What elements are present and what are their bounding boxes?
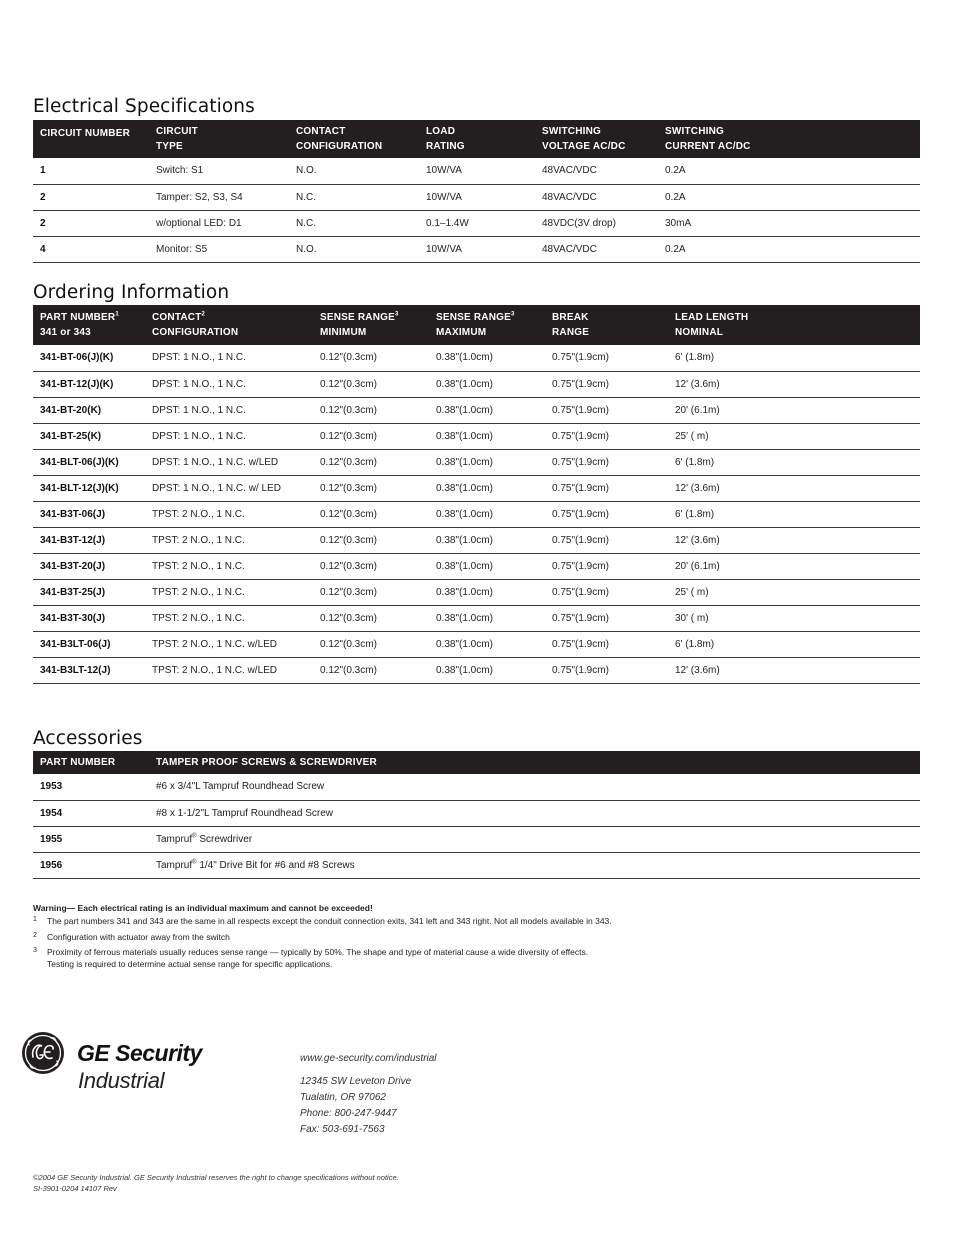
table-cell: 30' ( m) — [668, 605, 920, 631]
table-cell: Switch: S1 — [149, 158, 289, 184]
part-number-cell: 1954 — [33, 800, 149, 826]
table-cell: Monitor: S5 — [149, 236, 289, 262]
footnote — [33, 932, 913, 944]
table-cell: 0.12"(0.3cm) — [313, 449, 429, 475]
table-cell: 0.75"(1.9cm) — [545, 605, 668, 631]
footnote-text: Testing is required to determine actual sense range for specific applications. — [47, 958, 333, 969]
table-cell: 0.12"(0.3cm) — [313, 605, 429, 631]
electrical-specifications-title: Electrical Specifications — [33, 96, 255, 117]
table-cell: 0.2A — [658, 184, 920, 210]
table-cell: 20' (6.1m) — [668, 553, 920, 579]
table-cell: 6' (1.8m) — [668, 501, 920, 527]
table-cell: 48VDC(3V drop) — [535, 210, 658, 236]
footnote-text: Configuration with actuator away from the switch — [47, 931, 230, 942]
table-cell: TPST: 2 N.O., 1 N.C. — [145, 579, 313, 605]
header-text — [552, 310, 668, 325]
table-cell: 0.75"(1.9cm) — [545, 345, 668, 371]
header-text: MAXIMUM — [436, 327, 487, 338]
table-row — [33, 423, 920, 449]
table-cell: DPST: 1 N.O., 1 N.C. w/LED — [145, 449, 313, 475]
table-cell: 0.75"(1.9cm) — [545, 527, 668, 553]
part-number-cell: 341-B3T-20(J) — [33, 553, 145, 579]
brand-name: GE Security — [77, 1040, 202, 1066]
table-row — [33, 527, 920, 553]
header-text: NOMINAL — [675, 327, 724, 338]
table-cell: 6' (1.8m) — [668, 345, 920, 371]
table-header-row — [33, 120, 920, 158]
copyright-text: ©2004 GE Security Industrial. GE Security Industrial reserves the right to change specifications without notice. — [33, 1173, 399, 1182]
footnote-marker: 2 — [201, 311, 206, 318]
header-text: 341 or 343 — [40, 327, 91, 338]
table-cell: 2 — [33, 184, 149, 210]
header-text: CONFIGURATION — [152, 327, 239, 338]
header-text: CONFIGURATION — [296, 141, 383, 152]
table-cell: DPST: 1 N.O., 1 N.C. w/ LED — [145, 475, 313, 501]
table-row — [33, 553, 920, 579]
table-row — [33, 631, 920, 657]
phone-number: Phone: 800-247-9447 — [300, 1108, 397, 1119]
table-cell: 12' (3.6m) — [668, 371, 920, 397]
table-row — [33, 852, 920, 878]
table-cell: 12' (3.6m) — [668, 475, 920, 501]
brand-division: Industrial — [78, 1068, 165, 1093]
table-cell: 0.75"(1.9cm) — [545, 501, 668, 527]
table-header-row — [33, 305, 920, 345]
description-text: Tampruf — [156, 859, 193, 871]
description-cell — [149, 826, 920, 852]
fax-number: Fax: 503-691-7563 — [300, 1124, 385, 1135]
header-text: SWITCHING — [665, 126, 725, 137]
header-text: CURRENT AC/DC — [665, 141, 751, 152]
contact-block — [300, 1051, 437, 1138]
table-cell: 0.38"(1.0cm) — [429, 371, 545, 397]
header-text: CONTACT — [296, 126, 346, 137]
table-row — [33, 657, 920, 683]
header-text: LOAD — [426, 126, 456, 137]
part-number-cell: 341-BT-25(K) — [33, 423, 145, 449]
table-cell: 0.38"(1.0cm) — [429, 553, 545, 579]
table-row — [33, 800, 920, 826]
table-cell: 48VAC/VDC — [535, 236, 658, 262]
description-text: #8 x 1-1/2"L Tampruf Roundhead Screw — [156, 807, 333, 819]
table-cell: 0.38"(1.0cm) — [429, 657, 545, 683]
part-number-cell: 341-B3T-06(J) — [33, 501, 145, 527]
description-cell — [149, 800, 920, 826]
table-header-row — [33, 751, 920, 774]
table-cell: 0.75"(1.9cm) — [545, 449, 668, 475]
column-header — [658, 120, 920, 158]
table-cell: 10W/VA — [419, 158, 535, 184]
table-cell: 0.38"(1.0cm) — [429, 475, 545, 501]
table-cell: 0.12"(0.3cm) — [313, 397, 429, 423]
column-header — [429, 305, 545, 345]
table-cell: 0.75"(1.9cm) — [545, 631, 668, 657]
table-cell: 30mA — [658, 210, 920, 236]
footnotes — [33, 903, 913, 974]
header-text — [320, 310, 429, 325]
table-cell: 1 — [33, 158, 149, 184]
header-label: CONTACT — [152, 312, 202, 323]
header-label: LEAD LENGTH — [675, 312, 749, 323]
table-cell: 0.12"(0.3cm) — [313, 553, 429, 579]
part-number-cell: 1956 — [33, 852, 149, 878]
table-cell: N.O. — [289, 158, 419, 184]
part-number-cell: 341-B3LT-06(J) — [33, 631, 145, 657]
table-row — [33, 579, 920, 605]
table-cell: w/optional LED: D1 — [149, 210, 289, 236]
column-header — [145, 305, 313, 345]
column-header — [149, 120, 289, 158]
table-cell: TPST: 2 N.O., 1 N.C. — [145, 527, 313, 553]
table-row — [33, 605, 920, 631]
table-row — [33, 184, 920, 210]
footnote-marker: 3 — [511, 311, 515, 318]
table-cell: 0.38"(1.0cm) — [429, 527, 545, 553]
footnote — [33, 947, 913, 970]
table-cell: TPST: 2 N.O., 1 N.C. — [145, 605, 313, 631]
description-cell — [149, 774, 920, 800]
part-number-cell: 1953 — [33, 774, 149, 800]
table-cell: Tamper: S2, S3, S4 — [149, 184, 289, 210]
accessories-title: Accessories — [33, 728, 143, 749]
table-cell: 0.38"(1.0cm) — [429, 579, 545, 605]
header-text: MINIMUM — [320, 327, 367, 338]
description-text: 1/4" Drive Bit for #6 and #8 Screws — [196, 859, 355, 871]
table-cell: 6' (1.8m) — [668, 631, 920, 657]
table-cell: 0.75"(1.9cm) — [545, 553, 668, 579]
table-cell: 0.38"(1.0cm) — [429, 631, 545, 657]
table-cell: TPST: 2 N.O., 1 N.C. — [145, 501, 313, 527]
table-cell: 6' (1.8m) — [668, 449, 920, 475]
registered-mark: ® — [192, 833, 197, 840]
table-row — [33, 345, 920, 371]
ordering-information-title: Ordering Information — [33, 282, 230, 303]
header-text — [436, 310, 545, 325]
table-row — [33, 826, 920, 852]
table-cell: 0.12"(0.3cm) — [313, 371, 429, 397]
table-row — [33, 774, 920, 800]
footnote-number: 3 — [33, 947, 37, 954]
table-cell: TPST: 2 N.O., 1 N.C. w/LED — [145, 631, 313, 657]
header-text: RANGE — [552, 327, 590, 338]
part-number-cell: 341-B3LT-12(J) — [33, 657, 145, 683]
table-row — [33, 236, 920, 262]
table-cell: 0.75"(1.9cm) — [545, 475, 668, 501]
column-header: PART NUMBER — [33, 751, 149, 774]
table-cell: 0.1–1.4W — [419, 210, 535, 236]
table-cell: 2 — [33, 210, 149, 236]
website-link[interactable]: www.ge-security.com/industrial — [300, 1053, 437, 1064]
header-text — [40, 310, 145, 325]
header-label: SENSE RANGE — [320, 312, 395, 323]
table-row — [33, 210, 920, 236]
part-number-cell: 341-BT-20(K) — [33, 397, 145, 423]
table-cell: 20' (6.1m) — [668, 397, 920, 423]
table-row — [33, 371, 920, 397]
table-cell: TPST: 2 N.O., 1 N.C. — [145, 553, 313, 579]
table-cell: 48VAC/VDC — [535, 158, 658, 184]
part-number-cell: 341-BT-12(J)(K) — [33, 371, 145, 397]
description-text: #6 x 3/4"L Tampruf Roundhead Screw — [156, 781, 325, 793]
address-line: 12345 SW Leveton Drive — [300, 1076, 412, 1087]
table-cell: 0.38"(1.0cm) — [429, 449, 545, 475]
table-row — [33, 158, 920, 184]
table-cell: 0.75"(1.9cm) — [545, 371, 668, 397]
table-cell: 10W/VA — [419, 184, 535, 210]
header-text: RATING — [426, 141, 465, 152]
ge-monogram-logo-icon — [21, 1031, 65, 1075]
table-cell: DPST: 1 N.O., 1 N.C. — [145, 345, 313, 371]
column-header — [535, 120, 658, 158]
header-text — [152, 310, 313, 325]
table-row — [33, 397, 920, 423]
table-row — [33, 449, 920, 475]
header-label: SENSE RANGE — [436, 312, 511, 323]
table-cell: 0.2A — [658, 158, 920, 184]
table-cell: 0.38"(1.0cm) — [429, 605, 545, 631]
column-header — [668, 305, 920, 345]
table-row — [33, 501, 920, 527]
header-text: CIRCUIT NUMBER — [40, 128, 131, 139]
ordering-information-table — [33, 305, 920, 684]
electrical-specifications-table — [33, 120, 920, 263]
header-text — [675, 310, 920, 325]
column-header — [33, 120, 149, 158]
table-cell: 0.12"(0.3cm) — [313, 501, 429, 527]
document-number: SI-3901-0204 14107 Rev — [33, 1184, 117, 1193]
footnote-text: Proximity of ferrous materials usually reduces sense range — typically by 50%. The shape and type of material cause a wide diversity of effects. — [47, 947, 589, 957]
table-cell: 0.38"(1.0cm) — [429, 423, 545, 449]
header-label: PART NUMBER — [40, 312, 116, 323]
table-cell: DPST: 1 N.O., 1 N.C. — [145, 423, 313, 449]
header-text: CIRCUIT — [156, 126, 198, 137]
table-cell: DPST: 1 N.O., 1 N.C. — [145, 371, 313, 397]
accessories-table — [33, 751, 920, 879]
warning-note: Warning— Each electrical rating is an individual maximum and cannot be exceeded! — [33, 903, 373, 913]
column-header — [33, 305, 145, 345]
footnote — [33, 916, 913, 928]
registered-mark: ® — [192, 859, 197, 866]
table-cell: 0.12"(0.3cm) — [313, 475, 429, 501]
part-number-cell: 341-BLT-12(J)(K) — [33, 475, 145, 501]
table-cell: 4 — [33, 236, 149, 262]
header-label: BREAK — [552, 312, 589, 323]
table-cell: 48VAC/VDC — [535, 184, 658, 210]
legal-notice — [33, 1172, 399, 1194]
header-text: TYPE — [156, 141, 183, 152]
table-cell: 0.12"(0.3cm) — [313, 345, 429, 371]
description-text: Tampruf — [156, 833, 193, 845]
table-cell: 0.75"(1.9cm) — [545, 397, 668, 423]
part-number-cell: 341-BLT-06(J)(K) — [33, 449, 145, 475]
table-cell: 0.38"(1.0cm) — [429, 397, 545, 423]
part-number-cell: 341-B3T-30(J) — [33, 605, 145, 631]
table-cell: 0.12"(0.3cm) — [313, 657, 429, 683]
table-cell: N.C. — [289, 210, 419, 236]
table-cell: 12' (3.6m) — [668, 657, 920, 683]
table-cell: 0.12"(0.3cm) — [313, 631, 429, 657]
part-number-cell: 341-B3T-25(J) — [33, 579, 145, 605]
table-cell: 0.2A — [658, 236, 920, 262]
table-cell: 12' (3.6m) — [668, 527, 920, 553]
table-cell: N.O. — [289, 236, 419, 262]
table-cell: 10W/VA — [419, 236, 535, 262]
footnote-number: 2 — [33, 931, 37, 939]
column-header: TAMPER PROOF SCREWS & SCREWDRIVER — [149, 751, 920, 774]
table-cell: TPST: 2 N.O., 1 N.C. w/LED — [145, 657, 313, 683]
part-number-cell: 1955 — [33, 826, 149, 852]
description-cell — [149, 852, 920, 878]
table-cell: 0.12"(0.3cm) — [313, 423, 429, 449]
header-text: VOLTAGE AC/DC — [542, 141, 626, 152]
table-cell: 0.12"(0.3cm) — [313, 527, 429, 553]
table-cell: DPST: 1 N.O., 1 N.C. — [145, 397, 313, 423]
footnote-text: The part numbers 341 and 343 are the same in all respects except the conduit connection exits, 341 left and 343 right. Not all models available in 343. — [47, 916, 612, 926]
column-header — [313, 305, 429, 345]
description-text: Screwdriver — [196, 833, 253, 845]
table-cell: 0.75"(1.9cm) — [545, 579, 668, 605]
footnote-marker: 3 — [395, 311, 399, 318]
footnote-number: 1 — [33, 916, 37, 923]
header-text: SWITCHING — [542, 126, 602, 137]
table-cell: 0.75"(1.9cm) — [545, 657, 668, 683]
address-line: Tualatin, OR 97062 — [300, 1092, 386, 1103]
table-cell: N.C. — [289, 184, 419, 210]
part-number-cell: 341-BT-06(J)(K) — [33, 345, 145, 371]
column-header — [419, 120, 535, 158]
footnote-marker: 1 — [115, 311, 119, 318]
column-header — [289, 120, 419, 158]
table-cell: 0.75"(1.9cm) — [545, 423, 668, 449]
column-header — [545, 305, 668, 345]
table-cell: 25' ( m) — [668, 579, 920, 605]
table-cell: 0.12"(0.3cm) — [313, 579, 429, 605]
part-number-cell: 341-B3T-12(J) — [33, 527, 145, 553]
table-row — [33, 475, 920, 501]
table-cell: 0.38"(1.0cm) — [429, 345, 545, 371]
table-cell: 0.38"(1.0cm) — [429, 501, 545, 527]
table-cell: 25' ( m) — [668, 423, 920, 449]
